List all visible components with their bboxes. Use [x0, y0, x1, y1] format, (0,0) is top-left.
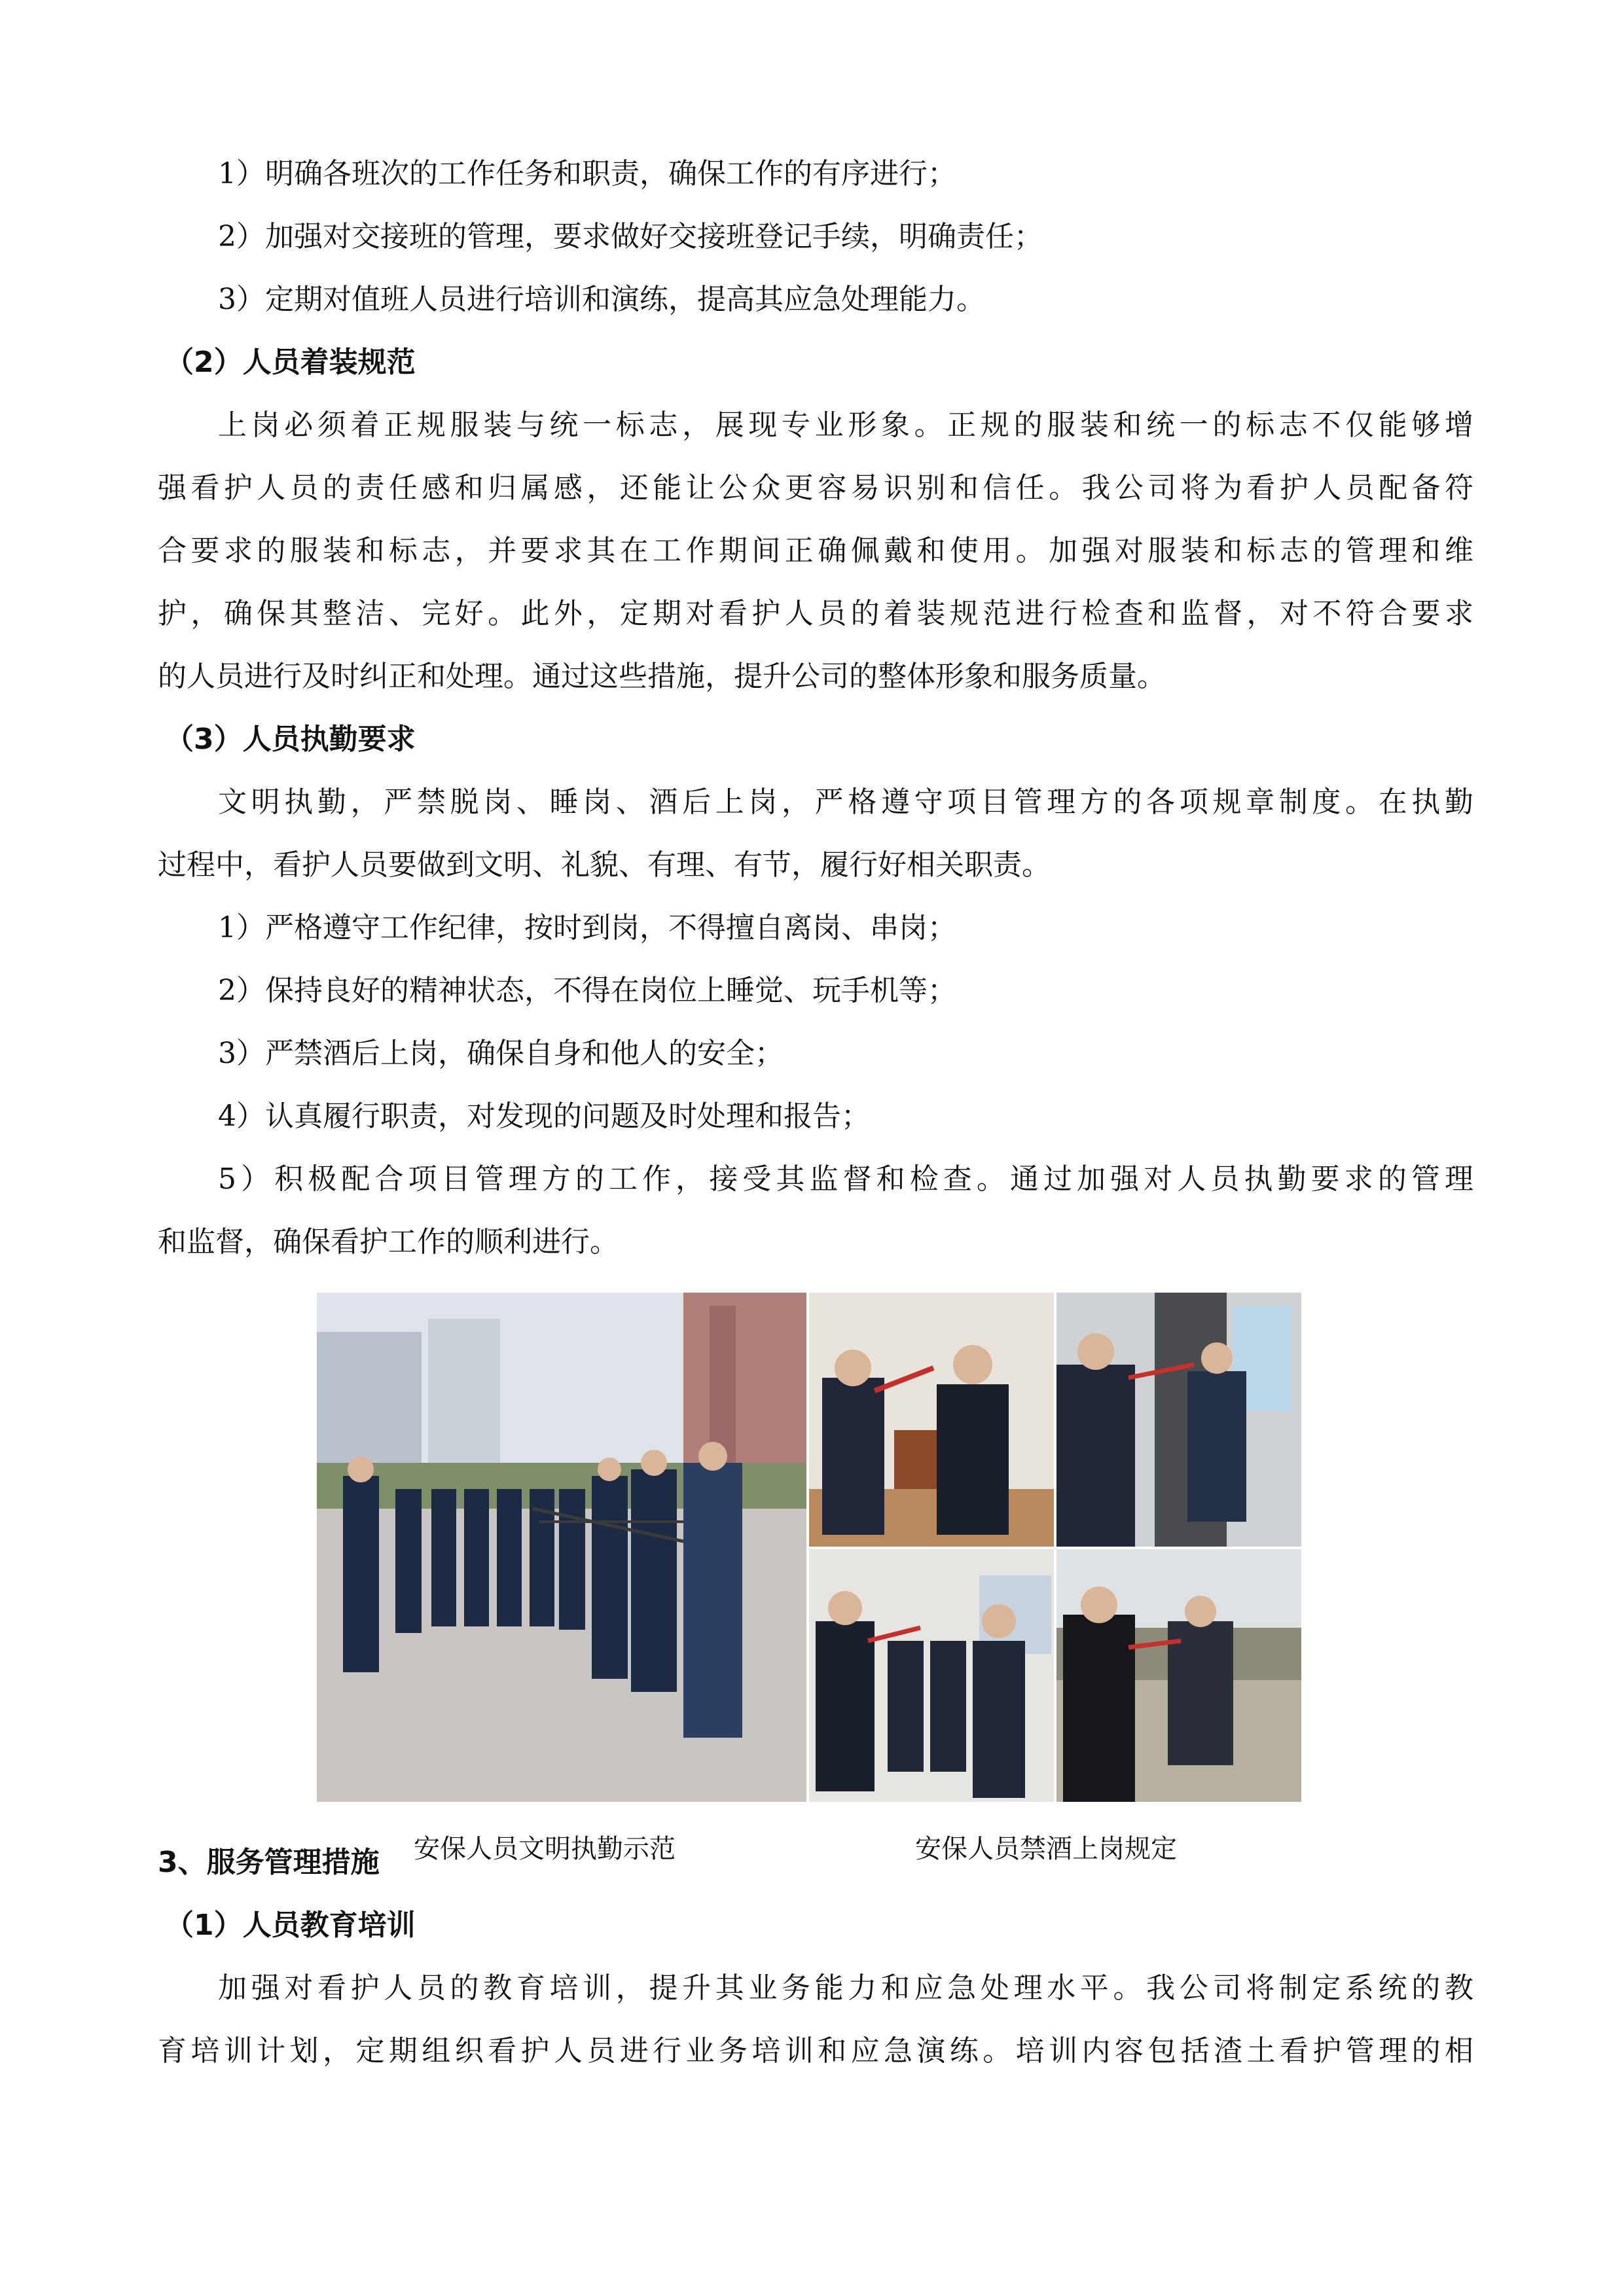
dress-paragraph-line: 合要求的服装和标志，并要求其在工作期间正确佩戴和使用。加强对服装和标志的管理和维 — [158, 534, 1473, 567]
dress-paragraph-line: 护，确保其整洁、完好。此外，定期对看护人员的着装规范进行检查和监督，对不符合要求 — [158, 597, 1473, 630]
alcohol-test-photo-3 — [809, 1549, 1054, 1802]
duty-item-4: 4）认真履行职责，对发现的问题及时处理和报告； — [218, 1100, 870, 1133]
duty-item-3: 3）严禁酒后上岗，确保自身和他人的安全； — [218, 1037, 784, 1070]
dress-heading: （2）人员着装规范 — [165, 346, 416, 379]
dress-paragraph-line: 强看护人员的责任感和归属感，还能让公众更容易识别和信任。我公司将为看护人员配备符 — [158, 471, 1473, 505]
section-3-title: 3、服务管理措施 — [158, 1846, 380, 1879]
shift-item-2: 2）加强对交接班的管理，要求做好交接班登记手续，明确责任； — [218, 220, 1043, 253]
alcohol-test-photo-4 — [1056, 1549, 1301, 1802]
shift-item-3: 3）定期对值班人员进行培训和演练，提高其应急处理能力。 — [218, 283, 985, 316]
shift-item-1: 1）明确各班次的工作任务和职责，确保工作的有序进行； — [218, 157, 956, 190]
caption-alcohol-ban: 安保人员禁酒上岗规定 — [915, 1834, 1177, 1864]
dress-paragraph-line: 上岗必须着正规服装与统一标志，展现专业形象。正规的服装和统一的标志不仅能够增 — [218, 408, 1473, 442]
duty-paragraph-line: 文明执勤，严禁脱岗、睡岗、酒后上岗，严格遵守项目管理方的各项规章制度。在执勤 — [218, 785, 1473, 819]
training-paragraph-line: 育培训计划，定期组织看护人员进行业务培训和应急演练。培训内容包括渣土看护管理的相 — [158, 2034, 1473, 2068]
duty-item-5-continued: 和监督，确保看护工作的顺利进行。 — [158, 1225, 619, 1259]
alcohol-test-photo-1 — [809, 1293, 1054, 1547]
alcohol-test-photo-2 — [1056, 1293, 1301, 1547]
training-heading: （1）人员教育培训 — [165, 1909, 416, 1942]
duty-heading: （3）人员执勤要求 — [165, 723, 416, 756]
caption-civil-duty: 安保人员文明执勤示范 — [414, 1834, 676, 1864]
duty-paragraph-line: 过程中，看护人员要做到文明、礼貌、有理、有节，履行好相关职责。 — [158, 848, 1051, 882]
civil-duty-photo — [317, 1293, 806, 1802]
duty-item-2: 2）保持良好的精神状态，不得在岗位上睡觉、玩手机等； — [218, 974, 956, 1007]
training-paragraph-line: 加强对看护人员的教育培训，提升其业务能力和应急处理水平。我公司将制定系统的教 — [218, 1971, 1473, 2005]
duty-item-1: 1）严格遵守工作纪律，按时到岗，不得擅自离岗、串岗； — [218, 911, 956, 944]
duty-item-5: 5）积极配合项目管理方的工作，接受其监督和检查。通过加强对人员执勤要求的管理 — [218, 1162, 1473, 1196]
dress-paragraph-line: 的人员进行及时纠正和处理。通过这些措施，提升公司的整体形象和服务质量。 — [158, 660, 1166, 693]
